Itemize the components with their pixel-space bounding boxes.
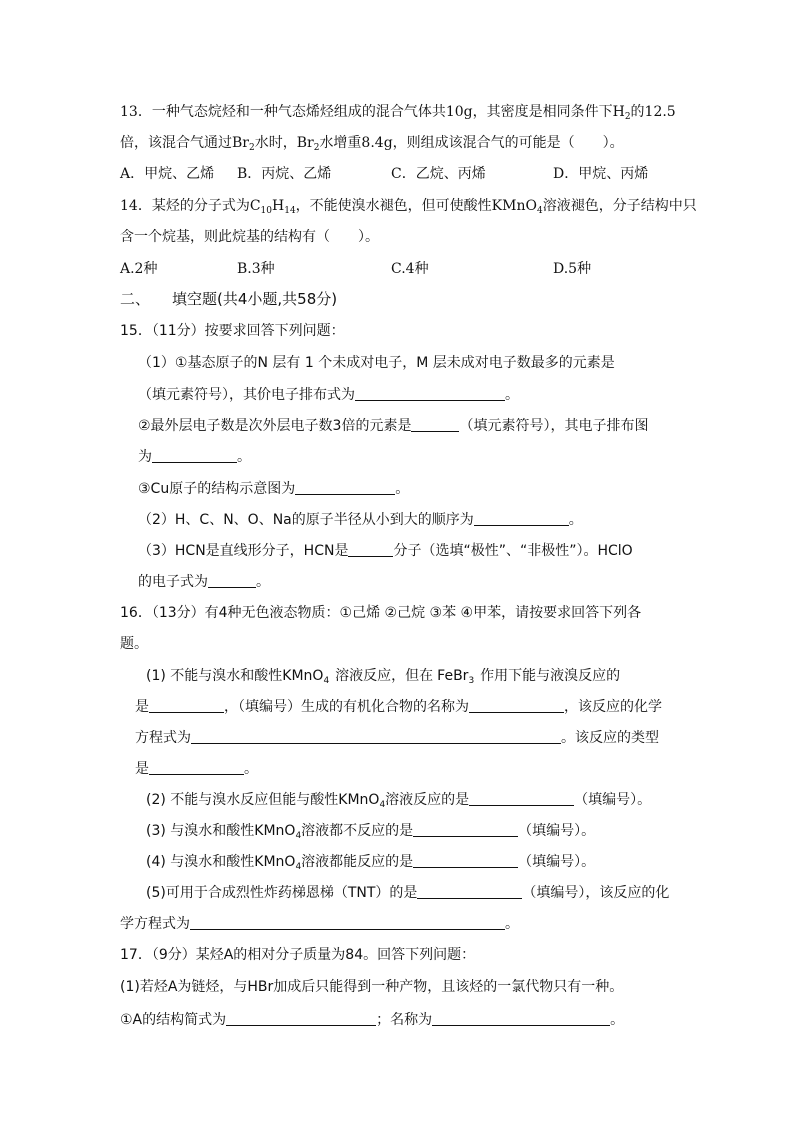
q16-part1-line3: 方程式为 。该反应的类型 xyxy=(135,730,659,746)
option-c[interactable]: C.4种 xyxy=(391,261,429,277)
q13-line2 xyxy=(120,134,624,152)
q13-text: 13．一种气态烷烃和一种气态烯烃组成的混合气体共10g，其密度是相同条件下 xyxy=(120,104,613,120)
febr3-formula: FeBr$_3$ xyxy=(437,668,475,686)
h2-formula: $H_2$ xyxy=(612,104,631,122)
q17-part1: (1)若烃A为链烃，与HBr加成后只能得到一种产物，且该烃的一氯代物只有一种。 xyxy=(120,979,624,995)
q14-text: 14．某烃的分子式为 xyxy=(120,198,250,214)
option-a[interactable]: A．甲烷、乙烯 xyxy=(120,166,215,182)
q14-line1 xyxy=(120,197,697,215)
q16-part1-line2: 是 ，（填编号）生成的有机化合物的名称为 ，该反应的化学 xyxy=(135,699,662,715)
c10h14-formula: $C_{10}H_{14}$ xyxy=(249,198,296,216)
q16-part5-line2: 学方程式为 。 xyxy=(120,916,519,932)
q16-stem-line1: 16．（13分）有4种无色液态物质：①己烯 ②己烷 ③苯 ④甲苯，请按要求回答下列各 xyxy=(120,605,642,621)
q14-text: 溶液褪色，分子结构中只 xyxy=(542,198,697,214)
option-d[interactable]: D.5种 xyxy=(553,261,592,277)
q17-part2: ①A的结构简式为 ；名称为 。 xyxy=(120,1012,625,1028)
q14-text: 含一个烷基，则此烷基的结构有（ ）。 xyxy=(120,229,379,245)
answer-blank[interactable] xyxy=(474,511,569,526)
q13-text: 倍，该混合气通过 xyxy=(120,135,232,151)
answer-blank[interactable] xyxy=(149,760,244,775)
q15-part1-line2: （填元素符号），其价电子排布式为 。 xyxy=(138,387,519,403)
q16-part1-line1: (1) 不能与溴水和酸性KMnO$_4$ 溶液反应，但在 FeBr$_3$ 作用下能与液溴反应的 xyxy=(146,668,621,686)
kmno4-formula: KMnO$_4$ xyxy=(338,792,386,810)
section-heading xyxy=(120,290,337,308)
answer-blank[interactable] xyxy=(191,729,561,744)
q13-text: 水时， xyxy=(254,135,297,151)
answer-blank[interactable] xyxy=(355,386,505,401)
q16-part5-line1: (5)可用于合成烈性炸药梯恩梯（TNT）的是 （填编号），该反应的化 xyxy=(146,885,670,901)
option-d[interactable]: D．甲烷、丙烯 xyxy=(553,166,649,182)
answer-blank[interactable] xyxy=(417,884,522,899)
q14-text: ，不能使溴水褪色，但可使酸性 xyxy=(295,198,492,214)
q16-part3: (3) 与溴水和酸性KMnO$_4$溶液都不反应的是 （填编号）。 xyxy=(146,823,596,841)
q16-part1-line4: 是 。 xyxy=(135,761,258,777)
q15-part5-line2: 的电子式为 。 xyxy=(138,574,270,590)
answer-blank[interactable] xyxy=(190,915,505,930)
kmno4-formula: KMnO$_4$ xyxy=(491,198,543,216)
answer-blank[interactable] xyxy=(295,480,395,495)
q16-stem-line2: 题。 xyxy=(120,636,148,652)
q14-line2 xyxy=(120,228,379,246)
option-b[interactable]: B．丙烷、乙烯 xyxy=(237,166,332,182)
option-b[interactable]: B.3种 xyxy=(237,261,275,277)
answer-blank[interactable] xyxy=(469,791,574,806)
section-title: 填空题(共4小题,共58分) xyxy=(172,290,338,308)
answer-blank[interactable] xyxy=(432,1011,610,1026)
q15-part2-line1: ②最外层电子数是次外层电子数3倍的元素是 （填元素符号），其电子排布图 xyxy=(138,418,649,434)
q15-part2-line2: 为 。 xyxy=(138,449,251,465)
kmno4-formula: KMnO$_4$ xyxy=(282,668,330,686)
answer-blank[interactable] xyxy=(208,573,256,588)
option-a[interactable]: A.2种 xyxy=(120,261,158,277)
q13-text: 水增重8.4g，则组成该混合气的可能是（ ）。 xyxy=(319,135,624,151)
br2-formula: $Br_2$ xyxy=(296,135,320,153)
kmno4-formula: KMnO$_4$ xyxy=(254,823,302,841)
q15-part5-line1: （3）HCN是直线形分子，HCN是 分子（选填“极性”、“非极性”）。HClO xyxy=(138,543,633,559)
q13-text: 的12.5 xyxy=(630,104,676,120)
q17-stem: 17．（9分）某烃A的相对分子质量为84。回答下列问题： xyxy=(120,947,476,963)
q16-part2: (2) 不能与溴水反应但能与酸性KMnO$_4$溶液反应的是 （填编号）。 xyxy=(146,792,652,810)
q15-part3: ③Cu原子的结构示意图为 。 xyxy=(138,481,410,497)
kmno4-formula: KMnO$_4$ xyxy=(254,854,302,872)
answer-blank[interactable] xyxy=(348,542,393,557)
option-c[interactable]: C．乙烷、丙烯 xyxy=(391,166,486,182)
q16-part4: (4) 与溴水和酸性KMnO$_4$溶液都能反应的是 （填编号）。 xyxy=(146,854,596,872)
answer-blank[interactable] xyxy=(226,1011,376,1026)
answer-blank[interactable] xyxy=(411,417,459,432)
answer-blank[interactable] xyxy=(152,448,237,463)
section-number: 二、 xyxy=(120,290,151,308)
q15-part4: （2）H、C、N、O、Na的原子半径从小到大的顺序为 。 xyxy=(138,512,583,528)
q15-stem: 15．（11分）按要求回答下列问题： xyxy=(120,323,345,339)
q15-part1-line1: （1）①基态原子的N 层有 1 个未成对电子，M 层未成对电子数最多的元素是 xyxy=(138,355,615,371)
answer-blank[interactable] xyxy=(469,698,564,713)
answer-blank[interactable] xyxy=(149,698,224,713)
answer-blank[interactable] xyxy=(413,853,518,868)
q13-line1 xyxy=(120,103,676,121)
answer-blank[interactable] xyxy=(413,822,518,837)
br2-formula: $Br_2$ xyxy=(232,135,255,153)
